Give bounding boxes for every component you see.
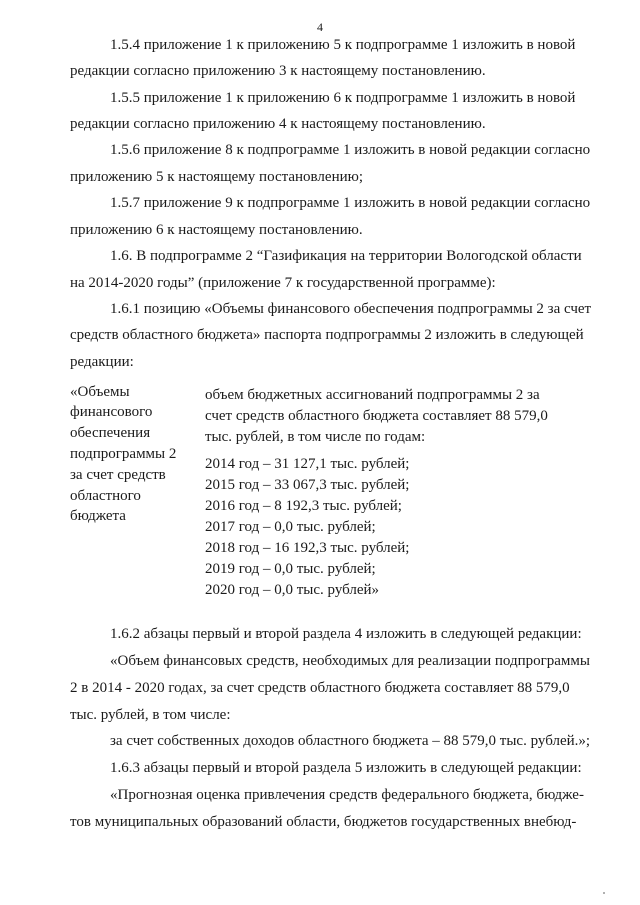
table-value-line: счет средств областного бюджета составляет 88 579,0	[205, 408, 548, 424]
text-line: тов муниципальных образований области, бюджетов государственных внебюд-	[70, 814, 577, 830]
text-line: 1.5.7 приложение 9 к подпрограмме 1 изложить в новой редакции согласно	[110, 195, 591, 211]
table-value-line: 2019 год – 0,0 тыс. рублей;	[205, 561, 376, 577]
text-line: на 2014-2020 годы” (приложение 7 к государственной программе):	[70, 275, 496, 291]
table-value-line: 2015 год – 33 067,3 тыс. рублей;	[205, 477, 410, 493]
table-value-line: 2018 год – 16 192,3 тыс. рублей;	[205, 540, 410, 556]
text-line: за счет собственных доходов областного бюджета – 88 579,0 тыс. рублей.»;	[110, 733, 591, 749]
table-label-line: областного	[70, 488, 141, 504]
text-line: «Прогнозная оценка привлечения средств федерального бюджета, бюдже-	[110, 787, 584, 803]
scan-speck	[603, 892, 605, 894]
table-value-line: 2016 год – 8 192,3 тыс. рублей;	[205, 498, 402, 514]
table-label-line: финансового	[70, 404, 153, 420]
table-value-line: 2014 год – 31 127,1 тыс. рублей;	[205, 456, 410, 472]
table-label-line: бюджета	[70, 508, 126, 524]
text-line: 1.5.4 приложение 1 к приложению 5 к подпрограмме 1 изложить в новой	[110, 37, 576, 53]
text-line: редакции согласно приложению 3 к настоящему постановлению.	[70, 63, 486, 79]
text-line: редакции согласно приложению 4 к настоящему постановлению.	[70, 116, 486, 132]
table-label-line: обеспечения	[70, 425, 151, 441]
table-label-line: «Объемы	[70, 384, 130, 400]
text-line: 1.5.6 приложение 8 к подпрограмме 1 изложить в новой редакции согласно	[110, 142, 591, 158]
text-line: 1.5.5 приложение 1 к приложению 6 к подпрограмме 1 изложить в новой	[110, 90, 576, 106]
text-line: 1.6.2 абзацы первый и второй раздела 4 изложить в следующей редакции:	[110, 626, 582, 642]
table-label-line: подпрограммы 2	[70, 446, 177, 462]
text-line: тыс. рублей, в том числе:	[70, 707, 231, 723]
table-value-line: объем бюджетных ассигнований подпрограммы 2 за	[205, 387, 540, 403]
table-value-line: 2020 год – 0,0 тыс. рублей»	[205, 582, 380, 598]
text-line: редакции:	[70, 354, 134, 370]
text-line: приложению 5 к настоящему постановлению;	[70, 169, 363, 185]
text-line: 1.6.1 позицию «Объемы финансового обеспечения подпрограммы 2 за счет	[110, 301, 592, 317]
text-line: 2 в 2014 - 2020 годах, за счет средств областного бюджета составляет 88 579,0	[70, 680, 570, 696]
text-line: средств областного бюджета» паспорта подпрограммы 2 изложить в следующей	[70, 327, 584, 343]
text-line: «Объем финансовых средств, необходимых для реализации подпрограммы	[110, 653, 590, 669]
text-line: 1.6.3 абзацы первый и второй раздела 5 изложить в следующей редакции:	[110, 760, 582, 776]
table-value-line: тыс. рублей, в том числе по годам:	[205, 429, 426, 445]
page-number: 4	[317, 20, 323, 34]
table-label-line: за счет средств	[70, 467, 166, 483]
table-value-line: 2017 год – 0,0 тыс. рублей;	[205, 519, 376, 535]
text-line: 1.6. В подпрограмме 2 “Газификация на территории Вологодской области	[110, 248, 582, 264]
text-line: приложению 6 к настоящему постановлению.	[70, 222, 363, 238]
